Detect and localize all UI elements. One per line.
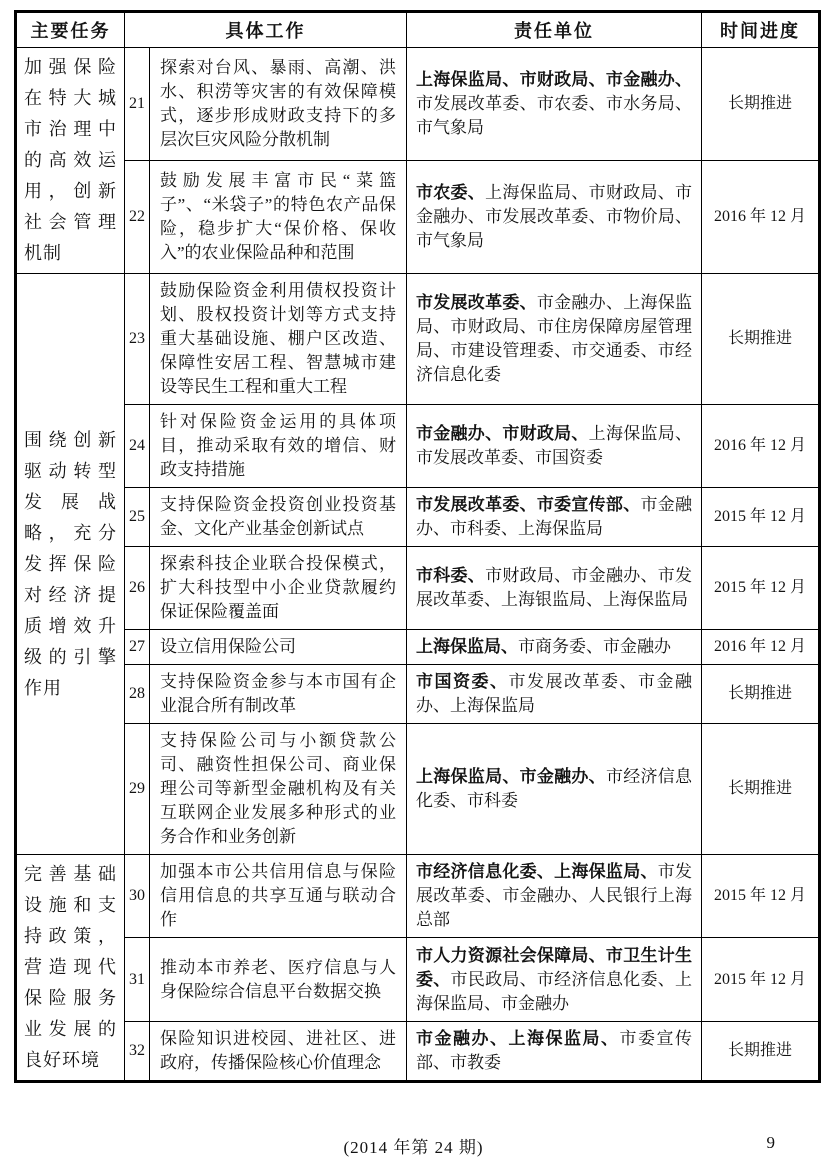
work-cell: 鼓励保险资金利用债权投资计划、股权投资计划等方式支持重大基础设施、棚户区改造、保障性安居工程、智慧城市建设等民生工程和重大工程 — [150, 274, 407, 405]
work-cell: 加强本市公共信用信息与保险信用信息的共享互通与联动合作 — [150, 855, 407, 938]
units-cell — [407, 630, 702, 665]
units-rest: 市财政局、市金融办、市发展改革委、上海银监局、上海保监局 — [416, 566, 693, 609]
work-cell: 鼓励发展丰富市民“菜篮子”、“米袋子”的特色农产品保险，稳步扩大“保价格、保收入”的农业保险品种和范围 — [150, 161, 407, 274]
tasks-tbody — [16, 48, 820, 1082]
table-row — [16, 547, 820, 630]
units-rest: 上海保监局、市财政局、市金融办、市发展改革委、市物价局、市气象局 — [416, 183, 693, 250]
table-row — [16, 161, 820, 274]
row-number: 26 — [125, 547, 150, 630]
time-cell: 长期推进 — [702, 724, 820, 855]
table-header — [16, 12, 820, 48]
units-cell — [407, 665, 702, 724]
row-number: 25 — [125, 488, 150, 547]
row-number: 23 — [125, 274, 150, 405]
units-rest: 市金融办、市科委、上海保监局 — [416, 495, 693, 538]
table-row — [16, 855, 820, 938]
work-cell: 探索科技企业联合投保模式，扩大科技型中小企业贷款履约保证保险覆盖面 — [150, 547, 407, 630]
units-cell — [407, 161, 702, 274]
units-lead: 市经济信息化委、上海保监局、 — [416, 862, 658, 882]
units-lead: 市科委、 — [416, 566, 486, 585]
row-number: 24 — [125, 405, 150, 488]
table-row — [16, 405, 820, 488]
units-cell — [407, 48, 702, 161]
work-cell: 保险知识进校园、进社区、进政府，传播保险核心价值理念 — [150, 1021, 407, 1081]
row-number: 29 — [125, 724, 150, 855]
table-row — [16, 48, 820, 161]
units-rest: 市经济信息化委、市科委 — [416, 767, 693, 810]
task-cell: 完善基础设施和支持政策，营造现代保险服务业发展的良好环境 — [16, 855, 125, 1082]
units-rest: 市发展改革委、市金融办、人民银行上海总部 — [416, 862, 693, 930]
header-main-task: 主要任务 — [16, 12, 125, 48]
header-time-progress: 时间进度 — [702, 12, 820, 48]
header-specific-work: 具体工作 — [125, 12, 407, 48]
units-cell — [407, 724, 702, 855]
units-lead: 市国资委、 — [416, 672, 509, 691]
table-row — [16, 938, 820, 1021]
time-cell: 长期推进 — [702, 48, 820, 161]
row-number: 27 — [125, 630, 150, 665]
units-lead: 市农委、 — [416, 183, 486, 202]
row-number: 21 — [125, 48, 150, 161]
time-cell: 2015 年 12 月 — [702, 855, 820, 938]
units-rest: 市发展改革委、市农委、市水务局、市气象局 — [416, 94, 692, 137]
page-number: 9 — [766, 1133, 775, 1152]
work-cell: 支持保险资金投资创业投资基金、文化产业基金创新试点 — [150, 488, 407, 547]
table-row — [16, 488, 820, 547]
units-lead: 市发展改革委、市委宣传部、 — [416, 495, 641, 514]
task-cell: 围绕创新驱动转型发展战略，充分发挥保险对经济提质增效升级的引擎作用 — [16, 274, 125, 855]
work-cell: 支持保险公司与小额贷款公司、融资性担保公司、商业保理公司等新型金融机构及有关互联网企业发展多种形式的业务合作和业务创新 — [150, 724, 407, 855]
time-cell: 2016 年 12 月 — [702, 161, 820, 274]
units-rest: 市金融办、上海保监局、市财政局、市住房保障房屋管理局、市建设管理委、市交通委、市经济信息化委 — [416, 293, 693, 384]
page-footer — [0, 1133, 827, 1159]
units-rest: 市商务委、市金融办 — [518, 637, 671, 656]
table-row — [16, 724, 820, 855]
row-number: 28 — [125, 665, 150, 724]
task-cell: 加强保险在特大城市治理中的高效运用，创新社会管理机制 — [16, 48, 125, 274]
units-lead: 市金融办、上海保监局、 — [416, 1028, 620, 1048]
units-lead: 市金融办、市财政局、 — [416, 424, 589, 443]
units-rest: 市委宣传部、市教委 — [416, 1028, 692, 1072]
units-cell — [407, 938, 702, 1021]
units-rest: 上海保监局、市发展改革委、市国资委 — [416, 424, 693, 467]
row-number: 31 — [125, 938, 150, 1021]
time-cell: 2015 年 12 月 — [702, 938, 820, 1021]
work-cell: 针对保险资金运用的具体项目，推动采取有效的增信、财政支持措施 — [150, 405, 407, 488]
time-cell: 长期推进 — [702, 1021, 820, 1081]
header-responsible-units: 责任单位 — [407, 12, 702, 48]
units-cell — [407, 547, 702, 630]
work-cell: 支持保险资金参与本市国有企业混合所有制改革 — [150, 665, 407, 724]
time-cell: 2015 年 12 月 — [702, 547, 820, 630]
units-rest: 市发展改革委、市金融办、上海保监局 — [416, 672, 692, 715]
work-cell: 推动本市养老、医疗信息与人身保险综合信息平台数据交换 — [150, 938, 407, 1021]
work-cell: 探索对台风、暴雨、高潮、洪水、积涝等灾害的有效保障模式，逐步形成财政支持下的多层次巨灾风险分散机制 — [150, 48, 407, 161]
units-cell — [407, 405, 702, 488]
units-lead: 上海保监局、市金融办、 — [416, 767, 606, 786]
table-row — [16, 1021, 820, 1081]
row-number: 22 — [125, 161, 150, 274]
units-rest: 市民政局、市经济信息化委、上海保监局、市金融办 — [416, 969, 693, 1013]
units-lead: 上海保监局、 — [416, 637, 518, 656]
header-row — [16, 12, 820, 48]
time-cell: 2016 年 12 月 — [702, 405, 820, 488]
units-lead: 市发展改革委、 — [416, 293, 537, 312]
time-cell: 长期推进 — [702, 665, 820, 724]
footer-issue-label: (2014 年第 24 期) — [343, 1138, 484, 1157]
units-cell — [407, 1021, 702, 1081]
table-row — [16, 665, 820, 724]
time-cell: 2015 年 12 月 — [702, 488, 820, 547]
row-number: 32 — [125, 1021, 150, 1081]
units-cell — [407, 488, 702, 547]
units-cell — [407, 274, 702, 405]
table-row — [16, 630, 820, 665]
time-cell: 长期推进 — [702, 274, 820, 405]
units-cell — [407, 855, 702, 938]
row-number: 30 — [125, 855, 150, 938]
work-cell: 设立信用保险公司 — [150, 630, 407, 665]
units-lead: 上海保监局、市财政局、市金融办、 — [416, 70, 692, 89]
time-cell: 2016 年 12 月 — [702, 630, 820, 665]
table-row — [16, 274, 820, 405]
units-lead: 市人力资源社会保障局、市卫生计生委、 — [416, 945, 692, 989]
tasks-table — [14, 10, 821, 1083]
